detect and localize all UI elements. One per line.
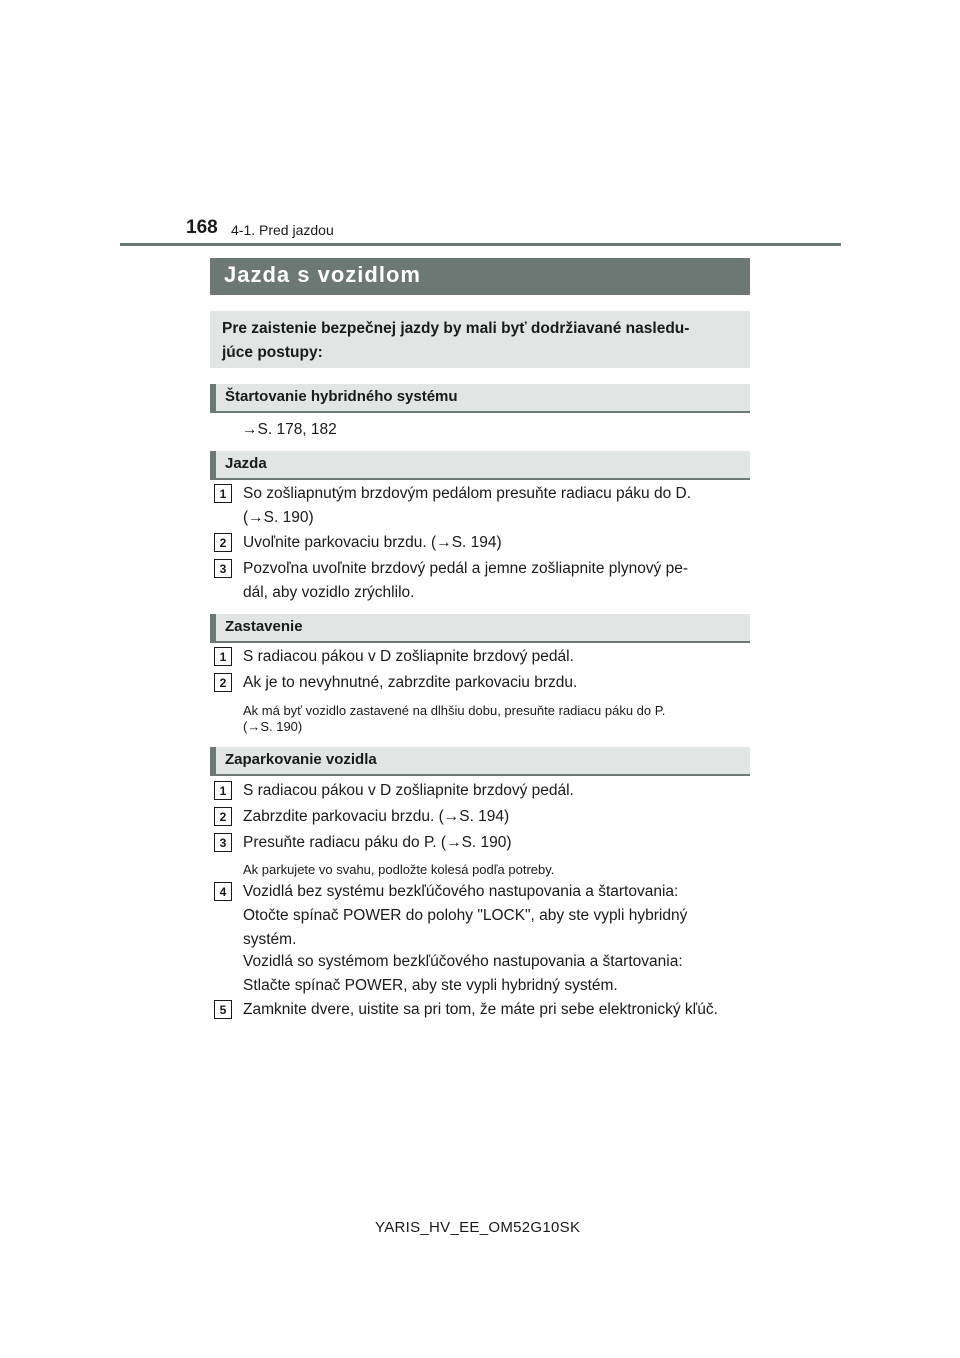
section-heading-park	[210, 747, 750, 776]
step-text: Zabrzdite parkovaciu brzdu. (→S. 194)	[243, 808, 510, 825]
step-number: 3	[214, 559, 232, 578]
section-label: Štartovanie hybridného systému	[225, 388, 458, 405]
step-number: 1	[214, 647, 232, 666]
intro-box	[210, 311, 750, 368]
section-heading-drive	[210, 451, 750, 480]
section-marker	[210, 451, 216, 478]
section-marker	[210, 614, 216, 641]
step-number: 1	[214, 484, 232, 503]
section-label: Zaparkovanie vozidla	[225, 751, 377, 768]
note-text: Ak má byť vozidlo zastavené na dlhšiu dobu, presuňte radiacu páku do P. (→S. 190)	[243, 703, 666, 734]
step-text: S radiacou pákou v D zošliapnite brzdový pedál.	[243, 648, 574, 665]
step-number: 1	[214, 781, 232, 800]
step-text: So zošliapnutým brzdovým pedálom presuňte radiacu páku do D. (→S. 190)	[243, 485, 692, 526]
note-text: Ak parkujete vo svahu, podložte kolesá podľa potreby.	[243, 862, 555, 877]
title-bar	[210, 258, 750, 295]
section-heading-start	[210, 384, 750, 413]
step-text: Presuňte radiacu páku do P. (→S. 190)	[243, 834, 512, 851]
step-number: 5	[214, 1000, 232, 1019]
section-marker	[210, 747, 216, 774]
step-text: Ak je to nevyhnutné, zabrzdite parkovaciu brzdu.	[243, 674, 578, 691]
step-number: 2	[214, 673, 232, 692]
header-rule	[120, 243, 841, 246]
page-title: Jazda s vozidlom	[224, 262, 421, 287]
step-number: 4	[214, 882, 232, 901]
step-number: 3	[214, 833, 232, 852]
step-text: S radiacou pákou v D zošliapnite brzdový pedál.	[243, 782, 574, 799]
step-text: Uvoľnite parkovaciu brzdu. (→S. 194)	[243, 534, 502, 551]
step-text-extra: Vozidlá so systémom bezkľúčového nastupovania a štartovania: Stlačte spínač POWER, aby ste vypli hybridný systém.	[243, 953, 683, 994]
step-text: Zamknite dvere, uistite sa pri tom, že máte pri sebe elektronický kľúč.	[243, 1001, 718, 1018]
section-label: Jazda	[225, 455, 267, 472]
section-reference: 4-1. Pred jazdou	[231, 222, 334, 238]
step-number: 2	[214, 533, 232, 552]
intro-text: Pre zaistenie bezpečnej jazdy by mali byť dodržiavané nasledu- júce postupy:	[222, 320, 690, 361]
section-heading-stop	[210, 614, 750, 643]
section-label: Zastavenie	[225, 618, 303, 635]
page-reference: →S. 178, 182	[242, 421, 337, 438]
step-number: 2	[214, 807, 232, 826]
section-marker	[210, 384, 216, 411]
document-code: YARIS_HV_EE_OM52G10SK	[375, 1219, 581, 1236]
page-number: 168	[186, 217, 218, 238]
step-text: Pozvoľna uvoľnite brzdový pedál a jemne zošliapnite plynový pe- dál, aby vozidlo zrýchlilo.	[243, 560, 689, 601]
step-text: Vozidlá bez systému bezkľúčového nastupovania a štartovania: Otočte spínač POWER do polohy "LOCK", aby ste vypli hybridný systém.	[243, 883, 688, 948]
